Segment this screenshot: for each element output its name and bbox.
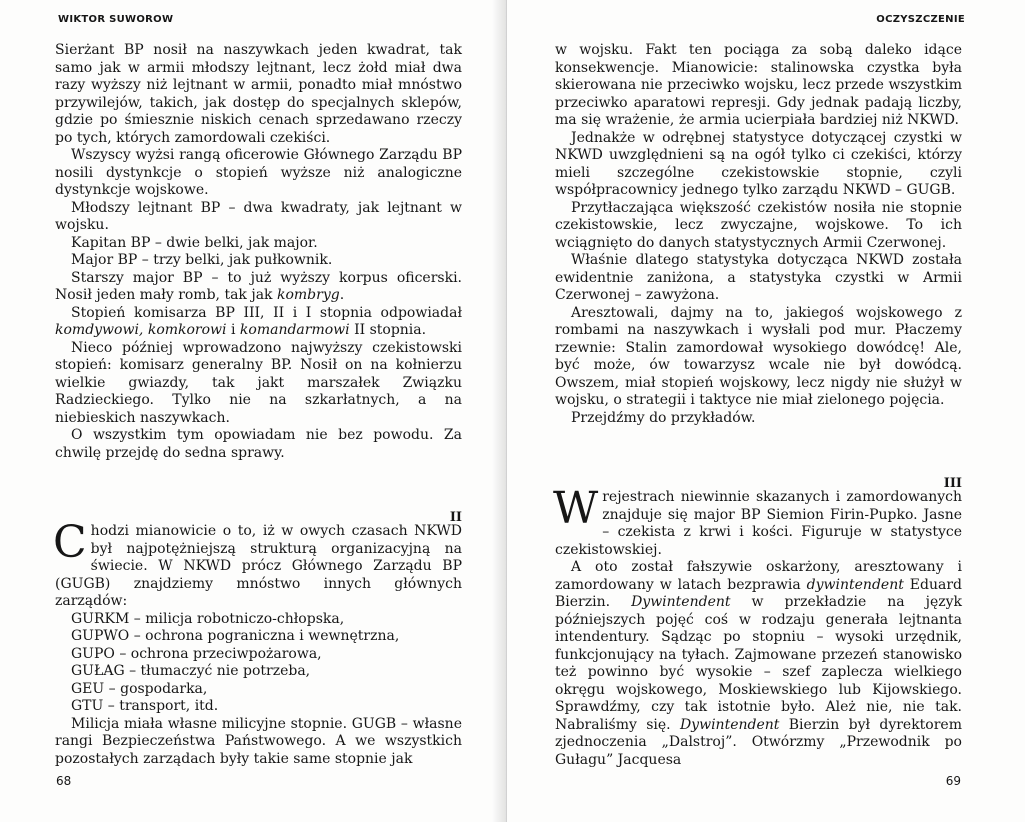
left-page-body-top — [55, 42, 462, 462]
list-item: GUPWO – ochrona pograniczna i wewnętrzna, — [71, 628, 400, 644]
list-item: GUŁAG – tłumaczyć nie potrzeba, — [71, 663, 311, 679]
list-item: GURKM – milicja robotniczo-chłopska, — [71, 610, 345, 627]
drop-cap: C — [53, 517, 87, 568]
italic-term: komandarmowi — [239, 322, 350, 338]
text-run: Bierzin był dyrektorem zjednoczenia „Dalstroj”. Otwórzmy „Przewodnik po Gułagu” Jacquesa — [555, 716, 962, 768]
list-item: GEU – gospodarka, — [71, 680, 208, 697]
text-run: i — [226, 322, 240, 338]
text-run: Starszy major BP – to już wyższy korpus oficerski. Nosił jeden mały romb, tak jak — [55, 269, 462, 303]
paragraph: Właśnie dlatego statystyka dotycząca NKWD została ewidentnie zaniżona, a statystyka czystki w Armii Czerwonej – zawyżona. — [555, 252, 962, 303]
running-head-right: OCZYSZCZENIE — [876, 14, 965, 25]
paragraph: Major BP – trzy belki, jak pułkownik. — [71, 252, 333, 268]
list-item: GTU – transport, itd. — [71, 698, 219, 714]
paragraph: Aresztowali, dajmy na to, jakiegoś wojskowego z rombami na naszywkach i wysłali pod mur. Płaczemy rzewnie: Stalin zamordował wysokiego dowódcę! Ale, być może, ów towarzysz wcale nie był dowódcą. Owszem, miał stopień wojskowy, lecz nigdy nie służył w wojsku, o strategii i taktyce nie miał zielonego pojęcia. — [555, 304, 962, 408]
paragraph: Przytłaczająca większość czekistów nosiła nie stopnie czekistowskie, lecz zwyczajne, wojskowe. To ich wciągnięto do danych statystycznych Armii Czerwonej. — [555, 199, 962, 251]
italic-term: Dywintendent — [679, 716, 780, 733]
section-number: III — [943, 476, 962, 491]
paragraph: Sierżant BP nosił na naszywkach jeden kwadrat, tak samo jak w armii młodszy lejtnant, lecz żołd miał dwa razy wyższy niż lejtnant w armii, ponadto miał mnóstwo przywilejów, takich, jak dostęp do specjalnych sklepów, gdzie po śmiesznie niskich cenach sprzedawano rzeczy po tych, których zamordowali czekiści. — [55, 42, 462, 146]
text-run: rejestrach niewinnie skazanych i zamordowanych znajduje się major BP Siemion Firin-Pupko. Jasne – czekista z krwi i kości. Figuruje w statystyce czekistowskiej. — [555, 489, 962, 558]
italic-term: dywintendent — [806, 576, 904, 593]
punctuation: . — [339, 287, 345, 303]
right-page — [507, 0, 1025, 822]
right-page-body-top — [555, 42, 962, 427]
text-run: Eduard Bierzin. — [555, 576, 962, 610]
italic-term: komdywowi, komkorowi — [55, 322, 227, 338]
text-run: Stopień komisarza BP III, II i I stopnia odpowiadał — [71, 304, 462, 321]
text-run: A oto został fałszywie oskarżony, aresztowany i zamordowany w latach bezprawia — [555, 559, 962, 593]
paragraph: O wszystkim tym opowiadam nie bez powodu. Za chwilę przejdę do sedna sprawy. — [55, 427, 462, 461]
section-number: II — [449, 510, 462, 525]
text-run: hodzi mianowicie o to, iż w owych czasach NKWD był najpotężniejszą strukturą organizacyjną na świecie. W NKWD prócz Głównego Zarządu BP (GUGB) znajdziemy mnóstwo innych głównych zarządów: — [55, 523, 462, 609]
text-run: II stopnia. — [349, 322, 427, 338]
paragraph: Przejdźmy do przykładów. — [571, 409, 756, 426]
paragraph: Wszyscy wyżsi rangą oficerowie Głównego Zarządu BP nosili dystynkcje o stopień wyższe niż analogiczne dystynkcje wojskowe. — [55, 147, 462, 198]
page-number-right: 69 — [945, 774, 961, 788]
italic-term: Dywintendent — [631, 594, 731, 610]
paragraph — [55, 270, 462, 305]
section-two — [55, 511, 462, 768]
page-number-left: 68 — [56, 774, 72, 788]
paragraph: Nieco później wprowadzono najwyższy czekistowski stopień: komisarz generalny BP. Nosił on na kołnierzu wielkie gwiazdy, tak jakt marszałek Związku Radzieckiego. Tylko nie na szkarłatnych, a na niebieskich naszywkach. — [55, 339, 462, 426]
section-three — [555, 477, 962, 769]
italic-term: kombryg — [276, 287, 340, 303]
left-page — [0, 0, 505, 822]
list-item: GUPO – ochrona przeciwpożarowa, — [71, 645, 322, 662]
paragraph: w wojsku. Fakt ten pociąga za sobą daleko idące konsekwencje. Mianowicie: stalinowska czystka była skierowana nie przeciwko wojsku, lecz przede wszystkim przeciwko aparatowi represji. Gdy jednak padają liczby, ma się wrażenie, że armia ucierpiała bardziej niż NKWD. — [555, 42, 962, 128]
drop-cap: W — [553, 483, 599, 534]
directorate-list — [55, 611, 462, 716]
paragraph: Jednakże w odrębnej statystyce dotyczącej czystki w NKWD uwzględnieni są na ogół tylko ci czekiści, którzy mieli szczególne czekistowskie stopnie, czyli współpracownicy jednego tylko zarządu NKWD – GUGB. — [555, 129, 962, 198]
paragraph: Milicja miała własne milicyjne stopnie. GUGB – własne rangi Bezpieczeństwa Państwowego. A we wszystkich pozostałych zarządach były takie same stopnie jak — [55, 715, 462, 767]
running-head-left: WIKTOR SUWOROW — [58, 14, 174, 25]
paragraph — [555, 559, 962, 769]
paragraph — [55, 305, 462, 340]
text-run: w przekładzie na język późniejszych pojęć coś w rodzaju generała lejtnanta intendentury. Sądząc po stopniu – wysoki urzędnik, funkcjonujący na tyłach. Zajmowane przezeń stanowisko też powinno być wysokie – szef zaplecza wielkiego okręgu wojskowego, Moskiewskiego lub Kijowskiego. Sprawdźmy, czy tak istotnie było. Ależ nie, nie tak. Nabraliśmy się. — [555, 594, 963, 733]
paragraph: Młodszy lejtnant BP – dwa kwadraty, jak lejtnant w wojsku. — [55, 199, 462, 233]
paragraph: Kapitan BP – dwie belki, jak major. — [71, 234, 318, 251]
